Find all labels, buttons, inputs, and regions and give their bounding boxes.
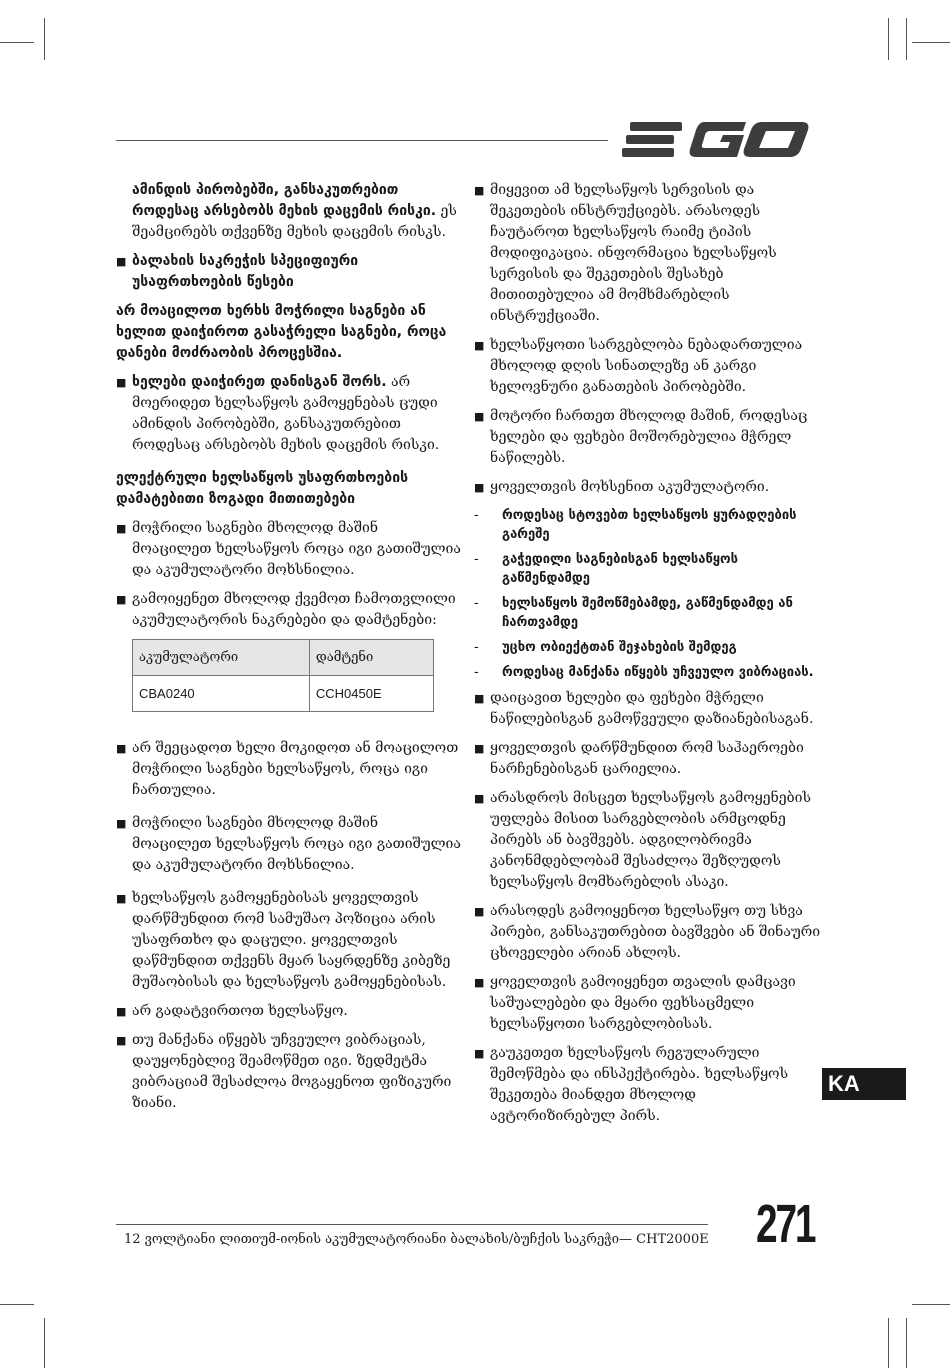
crop-mark [0, 1304, 34, 1305]
body-text: არასოდეს გამოიყენოთ ხელსაწყო თუ სხვა პირები, განსაკუთრებით ბავშვები ან შინაური ცხოველები არიან ახლოს. [490, 903, 821, 961]
ego-logo-icon [622, 118, 810, 162]
crop-mark [0, 42, 34, 43]
list-item [474, 180, 822, 327]
section-heading: ელექტრული ხელსაწყოს უსაფრთხოების დამატებითი ზოგადი მითითებები [116, 470, 409, 507]
bullet-icon: ■ [116, 1034, 127, 1047]
table-header-charger: დამტენი [309, 640, 433, 676]
list-item [116, 1030, 461, 1114]
body-text: მოჭრილი საგნები მხოლოდ მაშინ მოაცილეთ ხელსაწყოს როცა იგი გათიშულია და აკუმულატორი მოხსნილია. [132, 815, 461, 873]
bullet-icon: ■ [116, 1005, 127, 1018]
dash-mark: - [474, 640, 479, 655]
table-cell-battery: CBA0240 [133, 676, 310, 712]
body-text: გაუკეთეთ ხელსაწყოს რეგულარული შემოწმება და ინსპექტირება. ხელსაწყოს შეკეთება მიანდეთ მხოლოდ ავტორიზირებულ პირს. [490, 1045, 789, 1124]
list-item [116, 888, 461, 993]
bullet-icon: ■ [474, 792, 485, 805]
body-text: მოჭრილი საგნები მხოლოდ მაშინ მოაცილეთ ხელსაწყოს როცა იგი გათიშულია და აკუმულატორი მოხსნილია. [132, 520, 461, 578]
body-text: გამოიყენეთ მხოლოდ ქვემოთ ჩამოთვლილი აკუმულატორის ნაკრებები და დამტენები: [132, 591, 456, 628]
bullet-icon: ■ [474, 692, 485, 705]
list-item [474, 788, 822, 893]
list-item [116, 251, 461, 293]
dash-mark: - [474, 665, 479, 680]
bullet-icon: ■ [116, 376, 127, 389]
list-item [116, 738, 461, 801]
crop-mark [44, 18, 45, 60]
battery-charger-table [132, 639, 434, 712]
bullet-icon: ■ [474, 481, 485, 494]
bold-text: ამინდის პირობებში, განსაკუთრებით როდესაც არსებობს მეხის დაცემის რისკი. [132, 182, 437, 219]
list-item [474, 477, 822, 498]
crop-mark [888, 18, 889, 60]
body-text: არასდროს მისცეთ ხელსაწყოს გამოყენების უფლება მისით სარგებლობის არმცოდნე პირებს ან ბავშვებს. ადგილობრივმა კანონმდებლობამ შესაძლოა შეზღუდოს ხელსაწყოს მომხარებლის ასაკი. [490, 790, 811, 890]
list-item [474, 972, 822, 1035]
crop-mark [44, 1318, 45, 1368]
table-row [133, 676, 434, 712]
crop-mark [888, 1318, 889, 1368]
dash-mark: - [474, 508, 479, 523]
list-item [116, 813, 461, 876]
dash-item [474, 550, 822, 588]
crop-mark [912, 42, 950, 43]
bullet-icon: ■ [474, 184, 485, 197]
dash-text: როდესაც მანქანა იწყებს უჩვეულო ვიბრაციას. [502, 665, 814, 680]
bullet-icon: ■ [474, 976, 485, 989]
list-item [116, 589, 461, 631]
body-text: ხელსაწყოთი სარგებლობა ნებადართულია მხოლოდ დღის სინათლეზე ან კარგი ხელოვნური განათების პირობებში. [490, 337, 803, 395]
dash-mark: - [474, 596, 479, 611]
bold-text: ხელები დაიჭირეთ დანისგან შორს. [132, 374, 387, 390]
dash-item [474, 663, 822, 682]
body-text: ხელსაწყოს გამოყენებისას ყოველთვის დარწმუნდით რომ სამუშაო პოზიცია არის უსაფრთხო და დაცული. ყოველთვის დაწმუნდით თქვენს მყარ საყრდენზე კიბეზე მუშაობისას და ხელსაწყოს გამოყენებისას. [132, 890, 451, 990]
body-text: არ გადატვირთოთ ხელსაწყო. [132, 1003, 348, 1019]
dash-text: ხელსაწყოს შემოწმებამდე, გაწმენდამდე ან ჩართვამდე [502, 596, 793, 630]
list-item [116, 372, 461, 456]
right-column [474, 180, 822, 1135]
body-text: დაიცავით ხელები და ფეხები მჭრელი ნაწილებისგან გამოწვეული დაზიანებისაგან. [490, 690, 814, 727]
bullet-icon: ■ [116, 892, 127, 905]
dash-mark: - [474, 552, 479, 567]
dash-text: უცხო ობიექტთან შეჯახების შემდეგ [502, 640, 737, 655]
subheading: ბალახის საკრეჭის სპეციფიური უსაფრთხოების წესები [132, 253, 359, 290]
crop-mark [912, 1304, 950, 1305]
dash-text: როდესაც სტოვებთ ხელსაწყოს ყურადღების გარეშე [502, 508, 797, 542]
body-text: ყოველთვის დარწმუნდით რომ საჰაეროები ნარჩენებისგან ცარიელია. [490, 740, 804, 777]
header-rule [116, 140, 608, 141]
crop-mark [906, 1318, 907, 1368]
list-item [474, 406, 822, 469]
language-badge: KA [822, 1068, 906, 1100]
bullet-icon: ■ [116, 522, 127, 535]
table-header-row [133, 640, 434, 676]
dash-item [474, 594, 822, 632]
dash-item [474, 638, 822, 657]
bullet-icon: ■ [116, 593, 127, 606]
body-text: მიყევით ამ ხელსაწყოს სერვისის და შეკეთების ინსტრუქციებს. არასოდეს ჩაუტაროთ ხელსაწყოს რაიმე ტიპის მოდიფიკაცია. ინფორმაცია ხელსაწყოს სერვისის და შეკეთების შესახებ მითითებულია ამ მომხმარებლის ინსტრუქციაში. [490, 182, 777, 324]
list-item [474, 688, 822, 730]
crop-mark [906, 18, 907, 60]
list-item [474, 901, 822, 964]
bullet-icon: ■ [474, 905, 485, 918]
bullet-icon: ■ [116, 742, 127, 755]
body-text: ეს შეამცირებს თქვენზე მეხის დაცემის რისკს. [132, 203, 457, 240]
dash-item [474, 506, 822, 544]
body-text: ყოველთვის მოხსენით აკუმულატორი. [490, 479, 770, 495]
paragraph [116, 180, 461, 243]
page-number: 271 [756, 1194, 815, 1254]
list-item [474, 335, 822, 398]
table-cell-charger: CCH0450E [309, 676, 433, 712]
body-text: არ შეეცადოთ ხელი მოკიდოთ ან მოაცილოთ მოჭრილი საგნები ხელსაწყოს, როცა იგი ჩართულია. [132, 740, 459, 798]
bullet-icon: ■ [474, 410, 485, 423]
body-text: მოტორი ჩართეთ მხოლოდ მაშინ, როდესაც ხელები და ფეხები მოშორებულია მჭრელ ნაწილებს. [490, 408, 808, 466]
section-heading: არ მოაცილოთ ხერხს მოჭრილი საგნები ან ხელით დაიჭიროთ გასაჭრელი საგნები, როცა დანები მოძრაობის პროცესშია. [116, 303, 447, 361]
footer-rule [116, 1224, 708, 1225]
body-text: თუ მანქანა იწყებს უჩვეულო ვიბრაციას, დაუყონებლივ შეამოწმეთ იგი. ზედმეტმა ვიბრაციამ შესაძლოა მოგაყენოთ ფიზიკური ზიანი. [132, 1032, 452, 1111]
table-header-battery: აკუმულატორი [133, 640, 310, 676]
list-item [474, 738, 822, 780]
bullet-icon: ■ [116, 255, 127, 268]
bullet-icon: ■ [116, 817, 127, 830]
ego-logo [622, 118, 810, 166]
dash-text: გაჭედილი საგნებისგან ხელსაწყოს გაწმენდამდე [502, 552, 738, 586]
bullet-icon: ■ [474, 742, 485, 755]
body-text: ყოველთვის გამოიყენეთ თვალის დამცავი საშუალებები და მყარი ფეხსაცმელი ხელსაწყოთი სარგებლობისას. [490, 974, 796, 1032]
list-item [116, 518, 461, 581]
list-item [474, 1043, 822, 1127]
left-column [116, 180, 461, 1122]
bullet-icon: ■ [474, 339, 485, 352]
list-item [116, 1001, 461, 1022]
body-text: არ მოერიდეთ ხელსაწყოს გამოყენებას ცუდი ამინდის პირობებში, განსაკუთრებით როდესაც არსებობს მეხის დაცემის რისკი. [132, 374, 440, 453]
bullet-icon: ■ [474, 1047, 485, 1060]
footer-text: 12 ვოლტიანი ლითიუმ-იონის აკუმულატორიანი ბალახის/ბუჩქის საკრეჭი— CHT2000E [124, 1232, 709, 1247]
